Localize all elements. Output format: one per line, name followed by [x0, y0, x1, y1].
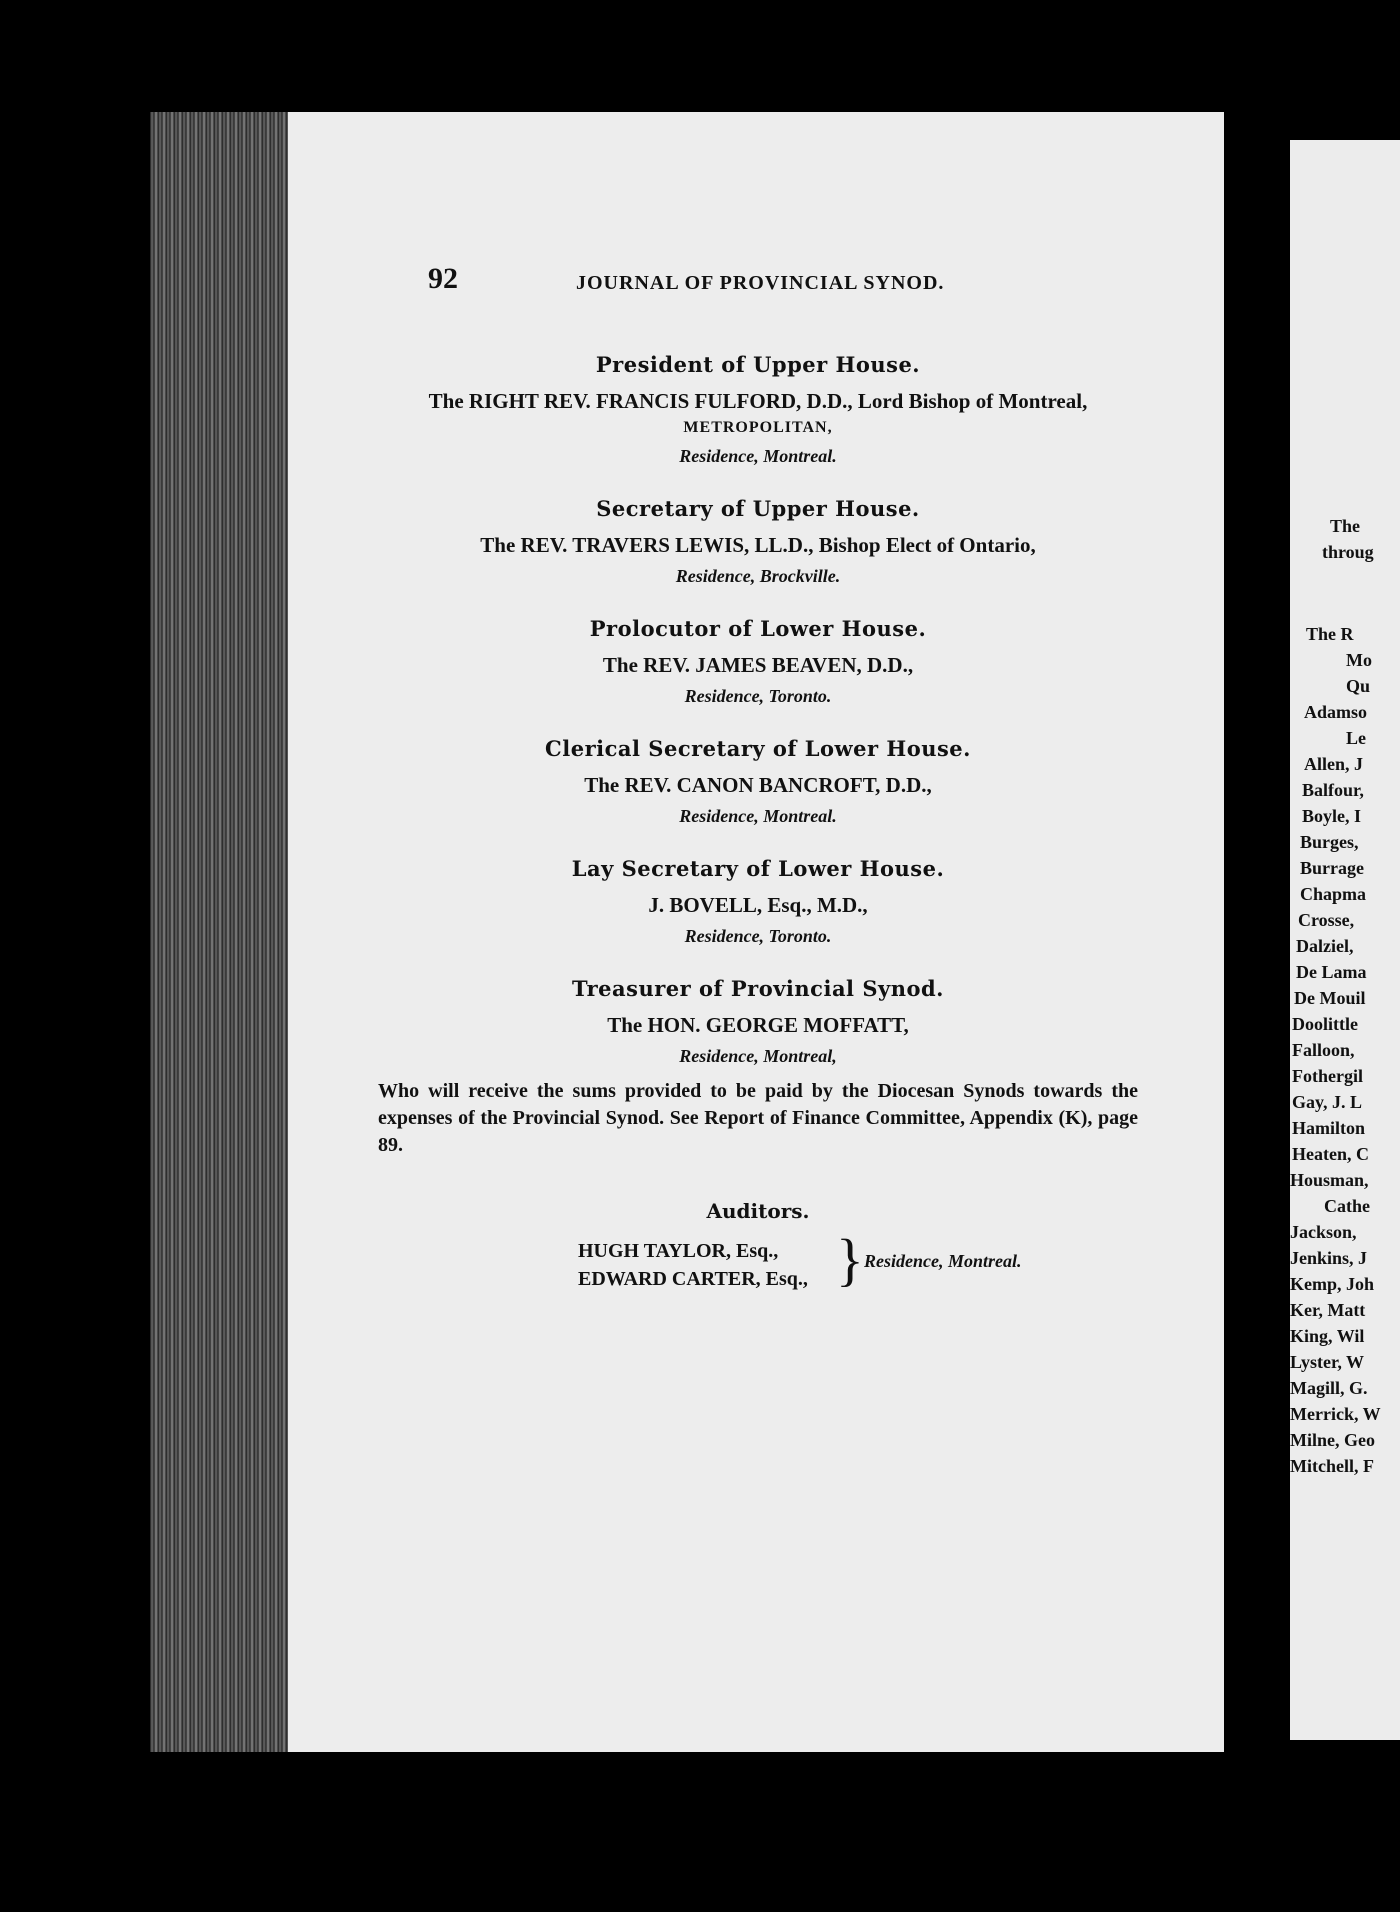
residence: Residence, Brockville. [675, 566, 841, 586]
right-page-text: Doolittle [1292, 1014, 1358, 1034]
auditor-name: EDWARD CARTER, Esq., [578, 1268, 808, 1290]
residence: Residence, Toronto. [684, 926, 832, 946]
section-heading: Secretary of Upper House. [596, 496, 920, 521]
book-page-edges [150, 112, 290, 1752]
section-lay-secretary [378, 856, 1138, 952]
right-page-text: Dalziel, [1296, 936, 1354, 956]
officer-name: The REV. TRAVERS LEWIS, LL.D., Bishop Elect of Ontario, [480, 533, 1036, 557]
page-body [378, 352, 1138, 1307]
right-page-text: Ker, Matt [1290, 1300, 1366, 1320]
officer-name: J. BOVELL, Esq., M.D., [648, 893, 868, 917]
right-page-text: Jenkins, J [1290, 1248, 1368, 1268]
section-heading: Prolocutor of Lower House. [589, 616, 927, 641]
right-page-text: Chapma [1300, 884, 1367, 904]
section-heading: Treasurer of Provincial Synod. [572, 976, 944, 1001]
right-page-text: The R [1306, 624, 1354, 644]
section-heading: President of Upper House. [595, 352, 921, 377]
right-page-text: Crosse, [1298, 910, 1355, 930]
auditor-names [578, 1237, 808, 1293]
right-page-text: The [1330, 516, 1361, 536]
right-page-text: Allen, J [1304, 754, 1364, 774]
right-page-text: De Mouil [1294, 988, 1366, 1008]
residence: Residence, Toronto. [684, 686, 832, 706]
right-page-text: King, Wil [1290, 1326, 1365, 1346]
right-page-fragment [1290, 140, 1400, 1740]
section-secretary-upper [378, 496, 1138, 592]
section-clerical-secretary [378, 736, 1138, 832]
officer-name: The REV. JAMES BEAVEN, D.D., [602, 653, 914, 677]
right-page-text: Fothergil [1292, 1066, 1363, 1086]
right-page-text: Hamilton [1292, 1118, 1366, 1138]
right-page-text: throug [1322, 542, 1374, 562]
right-page-text: Cathe [1324, 1196, 1370, 1216]
right-page-text: De Lama [1296, 962, 1367, 982]
auditor-name: HUGH TAYLOR, Esq., [578, 1240, 779, 1262]
auditors-residence: Residence, Montreal. [864, 1251, 1022, 1271]
page-number: 92 [428, 262, 458, 295]
officer-name: The REV. CANON BANCROFT, D.D., [584, 773, 932, 797]
section-president [378, 352, 1138, 472]
residence: Residence, Montreal, [679, 1046, 837, 1066]
section-prolocutor [378, 616, 1138, 712]
right-page-text: Balfour, [1302, 780, 1364, 800]
right-page-text: Kemp, Joh [1290, 1274, 1375, 1294]
right-page-text: Falloon, [1292, 1040, 1355, 1060]
right-page-text: Mo [1346, 650, 1372, 670]
section-heading: Clerical Secretary of Lower House. [545, 736, 971, 761]
right-page-text: Le [1346, 728, 1366, 748]
residence: Residence, Montreal. [679, 806, 837, 826]
right-page-text: Magill, G. [1290, 1378, 1368, 1398]
right-page-text: Lyster, W [1290, 1352, 1365, 1372]
officer-title: METROPOLITAN, [683, 419, 833, 436]
left-page [288, 112, 1224, 1752]
right-page-text: Adamso [1304, 702, 1368, 722]
right-page-text: Mitchell, F [1290, 1456, 1374, 1476]
right-page-text: Burges, [1300, 832, 1359, 852]
auditors-block [378, 1227, 1138, 1307]
right-page-text: Merrick, W [1290, 1404, 1381, 1424]
right-page-text: Gay, J. L [1292, 1092, 1363, 1112]
brace-icon: } [836, 1227, 864, 1292]
treasurer-note: Who will receive the sums provided to be paid by the Diocesan Synods towards the expenses of the Provincial Synod. See Report of Finance Committee, Appendix (K), page 89. [378, 1080, 1138, 1156]
right-page-text: Heaten, C [1292, 1144, 1369, 1164]
running-title: JOURNAL OF PROVINCIAL SYNOD. [576, 272, 945, 294]
right-page-text: Housman, [1290, 1170, 1369, 1190]
residence: Residence, Montreal. [679, 446, 837, 466]
right-page-text: Jackson, [1290, 1222, 1357, 1242]
right-page-text: Boyle, I [1302, 806, 1362, 826]
page-header [428, 262, 1128, 302]
section-heading: Lay Secretary of Lower House. [571, 856, 945, 881]
officer-name: The HON. GEORGE MOFFATT, [607, 1013, 909, 1037]
section-treasurer [378, 976, 1138, 1072]
right-page-text: Qu [1346, 676, 1371, 696]
officer-name: The RIGHT REV. FRANCIS FULFORD, D.D., Lord Bishop of Montreal, [428, 389, 1088, 413]
right-page-text: Milne, Geo [1290, 1430, 1375, 1450]
right-page-text: Burrage [1300, 858, 1364, 878]
auditors-heading: Auditors. [706, 1199, 810, 1223]
